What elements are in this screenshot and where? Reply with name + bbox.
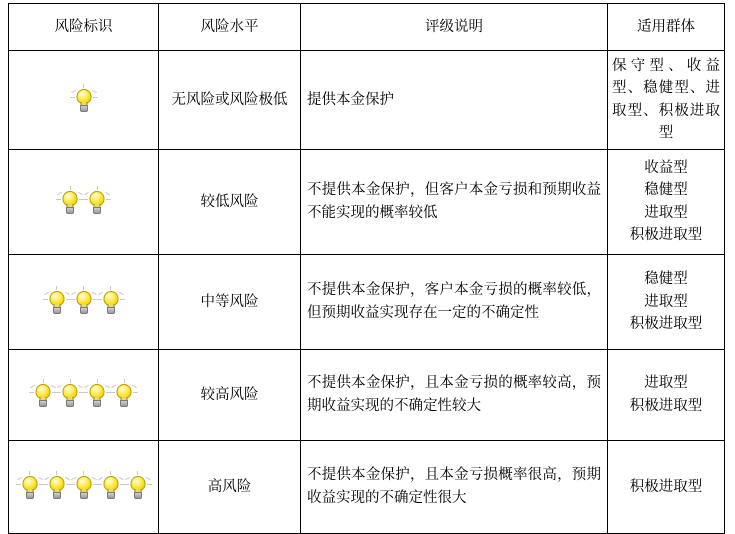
table-row: [9, 349, 725, 440]
lightbulb-icon: [57, 185, 83, 219]
applicable-group-cell: [608, 349, 725, 440]
risk-id-cell: [9, 349, 159, 440]
lightbulb-icon: [71, 83, 97, 117]
lightbulb-icon: [44, 285, 70, 319]
group-line: 稳健型: [644, 271, 688, 288]
rating-description-cell: 不提供本金保护，且本金亏损概率很高，预期收益实现的不确定性很大: [301, 440, 608, 533]
group-line: 进取型: [644, 375, 688, 392]
lightbulb-icon: [57, 378, 83, 412]
applicable-group-cell: [608, 254, 725, 349]
table-row: [9, 51, 725, 150]
risk-level-cell: 中等风险: [159, 254, 301, 349]
lightbulb-icon: [84, 378, 110, 412]
rating-description-cell: 不提供本金保护，但客户本金亏损和预期收益不能实现的概率较低: [301, 149, 608, 254]
risk-level-cell: 高风险: [159, 440, 301, 533]
lightbulb-icon: [44, 470, 70, 504]
rating-description-cell: 不提供本金保护，且本金亏损的概率较高，预期收益实现的不确定性较大: [301, 349, 608, 440]
lightbulb-icon: [84, 185, 110, 219]
lightbulb-icon-group: [15, 185, 152, 219]
table-row: [9, 440, 725, 533]
applicable-group-cell: 保守型、收益型、稳健型、进取型、积极进取型: [608, 51, 725, 150]
lightbulb-icon: [98, 470, 124, 504]
risk-level-cell: 较低风险: [159, 149, 301, 254]
group-line: 积极进取型: [629, 227, 703, 244]
risk-level-cell: 较高风险: [159, 349, 301, 440]
group-line: 积极进取型: [629, 316, 703, 333]
column-header-risk-level: 风险水平: [159, 4, 301, 51]
rating-description-cell: 提供本金保护: [301, 51, 608, 150]
lightbulb-icon: [30, 378, 56, 412]
table-row: [9, 149, 725, 254]
applicable-group-cell: [608, 149, 725, 254]
risk-id-cell: [9, 51, 159, 150]
applicable-group-cell: 积极进取型: [608, 440, 725, 533]
lightbulb-icon-group: [15, 83, 152, 117]
lightbulb-icon: [125, 470, 151, 504]
column-header-applicable-group: 适用群体: [608, 4, 725, 51]
lightbulb-icon: [71, 470, 97, 504]
risk-id-cell: [9, 149, 159, 254]
table-row: [9, 254, 725, 349]
risk-id-cell: [9, 440, 159, 533]
risk-level-cell: 无风险或风险极低: [159, 51, 301, 150]
risk-id-cell: [9, 254, 159, 349]
risk-rating-document: [0, 3, 735, 533]
lightbulb-icon: [111, 378, 137, 412]
lightbulb-icon: [17, 470, 43, 504]
group-line: 进取型: [644, 204, 688, 221]
lightbulb-icon-group: [15, 285, 152, 319]
risk-rating-table: [8, 3, 725, 534]
group-line: 收益型: [644, 159, 688, 176]
lightbulb-icon: [98, 285, 124, 319]
group-line: 积极进取型: [629, 397, 703, 414]
column-header-risk-id: 风险标识: [9, 4, 159, 51]
lightbulb-icon-group: [15, 378, 152, 412]
lightbulb-icon: [71, 285, 97, 319]
table-header-row: [9, 4, 725, 51]
group-line: 稳健型: [644, 182, 688, 199]
lightbulb-icon-group: [15, 470, 152, 504]
group-line: 进取型: [644, 293, 688, 310]
rating-description-cell: 不提供本金保护，客户本金亏损的概率较低，但预期收益实现存在一定的不确定性: [301, 254, 608, 349]
column-header-rating-description: 评级说明: [301, 4, 608, 51]
